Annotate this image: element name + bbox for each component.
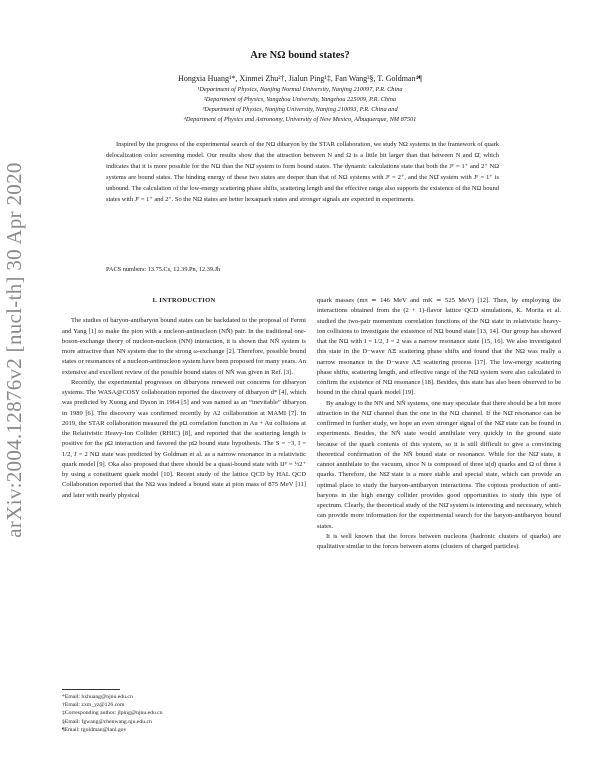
intro-paragraph-3: By analogy to the NN and NN̄ systems, one may speculate that there should be a bit more attraction in the NΩ̄ channel than the one in the NΩ channel. If the NΩ̄ resonance can be confirmed in further study, we hope an even stronger signal of the NΩ̄ state can be found in experiments. Besides, the NN̄ state would annihilate very quickly in the ground state because of the quark contents of this system, so it is still difficult to give a convincing theoretical confirmation of the NN̄ bound state or resonance. While for the NΩ̄ state, it cannot annihilate to the vacuum, since N is composed of three u(d) quarks and Ω of three s̄ quarks. Therefore, the NΩ̄ state is a more stable and special state, which can provide an optimal place to study the baryon-antibaryon interactions. The copious production of anti-baryons in the high energy collider provides good opportunities to study this type of spectrum. Clearly, the theoretical study of the NΩ̄ system is interesting and necessary, which can provide more information for the experimental search for the baryon-antibaryon bound states. (317, 399, 561, 530)
footnote-email-1: *Email: hxhuang@njnu.edu.cn (62, 694, 133, 700)
intro-paragraph-1: The studies of baryon-antibaryon bound states can be backdated to the proposal of Fermi and Yang [1] to make the pion with a nucleon-antinucleon (NN̄) pair. In the traditional one-boson-exchange theory of nucleon-nucleon (NN) interaction, it is shown that NN̄ system is more attractive than NN system due to the strong ω-exchange [2]. Therefore, possible bound states or resonances of a nucleon-antinucleon system have been proposed for many years. An extensive and excellent review of the possible bound states of NN̄ was given in Ref. [3]. (62, 317, 306, 376)
right-column (317, 296, 561, 552)
pacs-numbers: PACS numbers: 13.75.Cs, 12.39.Pn, 12.39.Jh (106, 266, 221, 273)
footnote-rule (62, 689, 120, 690)
arxiv-stamp: arXiv:2004.12876v2 [nucl-th] 30 Apr 2020 (2, 162, 26, 538)
affiliation-4: ⁴Department of Physics and Astronomy, University of New Mexico, Albuquerque, NM 87501 (183, 116, 417, 123)
paper-title: Are NΩ bound states? (250, 50, 350, 61)
footnote-email-4: §Email: fgwang@chenwang.nju.edu.cn (62, 718, 152, 725)
intro-paragraph-4: It is well known that the forces between nucleons (hadronic clusters of quarks) are qualitative similar to the forces between atoms (clusters of charged particles). (317, 532, 561, 550)
footnotes (62, 693, 302, 734)
footnote-email-3: ‡Corresponding author: jlping@njnu.edu.cn (62, 710, 163, 717)
intro-paragraph-2: Recently, the experimental progresses on dibaryons renewed our concerns for dibaryon systems. The WASA@COSY collaboration reported the discovery of dibaryon d* [4], which was predicted by Xuong and Dyson in 1964 [5] and was named as an “inevitable” dibaryon in 1989 [6]. The discovery was confirmed recently by A2 collaboration at MAMI [7]. In 2019, the STAR collaboration measured the pΩ correlation function in Au + Au collisions at the Relativistic Heavy-Ion Collider (RHIC) [8], and reported that the scattering length is positive for the pΩ interaction and favored the pΩ bound state hypothesis. The S = −3, I = 1/2, J = 2 NΩ state was predicted by Goldman et al. as a narrow resonance in a relativistic quark model [9]. Oka also proposed that there should be a quasi-bound state with IJᴾ = ½2⁺ by using a constituent quark model [10]. Recent study of the lattice QCD by HAL QCD Collaboration reported that the NΩ was indeed a bound state at pion mass of 875 MeV [11] and later with nearly physical (62, 378, 306, 499)
section-heading: I. INTRODUCTION (152, 297, 216, 304)
affiliation-3: ³Department of Physics, Nanjing University, Nanjing 210093, P.R. China and (202, 106, 398, 113)
author-list: Hongxia Huang¹*, Xinmei Zhu²†, Jialun Ping¹‡, Fan Wang³§, T. Goldman⁴¶ (178, 74, 422, 83)
footnote-email-2: †Email: zxm_yz@126.com (62, 702, 125, 709)
footnote-email-5: ¶Email: tgoldman@lanl.gov (62, 726, 127, 733)
intro-paragraph-2-cont: quark masses (mπ ≃ 146 MeV and mK ≃ 525 MeV) [12]. Then, by employing the interactions obtained from the (2 + 1)-flavor lattice QCD simulations, K. Morita et al. studied the two-pair momentum correlation functions of the NΩ state in relativistic heavy-ion collisions to investigate the existence of NΩ bound state [13, 14]. Our group has showed that the NΩ with I = 1/2, J = 2 was a narrow resonance state [15, 16]. We also investigated this state in the D−wave ΛΞ scattering phase shifts and found that the NΩ was really a narrow resonance in the D−wave ΛΞ scattering process [17]. The low-energy scattering phase shifts, scattering length, and effective range of the NΩ system were also calculated to confirm the existence of NΩ resonance [18]. Besides, this state has also been observed to be bound in the chiral quark model [19]. (317, 297, 561, 397)
left-column (62, 296, 306, 501)
abstract: Inspired by the progress of the experimental search of the NΩ dibaryon by the STAR collaboration, we study NΩ systems in the framework of quark delocalization color screening model. Our results show that the attraction between N and Ω is a little bit larger than that between N and Ω̄, which indicates that it is more possible for the NΩ than the NΩ̄ system to form bound states. The dynamic calculations state that both the Jᴾ = 1⁺ and 2⁺ NΩ systems are bound states. The binding energy of these two states are deeper than that of NΩ systems with Jᴾ = 2⁺, and the NΩ̄ system with Jᴾ = 1⁺ is unbound. The calculation of the low-energy scattering phase shifts, scattering length and the effective range also supports the existence of the NΩ bound states with Jᴾ = 1⁺ and 2⁺. So the NΩ states are better hexaquark states and stronger signals are expected in experiments. (106, 141, 499, 203)
affiliation-1: ¹Department of Physics, Nanjing Normal University, Nanjing 210097, P.R. China (197, 86, 403, 93)
affiliation-2: ²Department of Physics, Yangzhou University, Yangzhou 225009, P.R. China (203, 96, 397, 103)
